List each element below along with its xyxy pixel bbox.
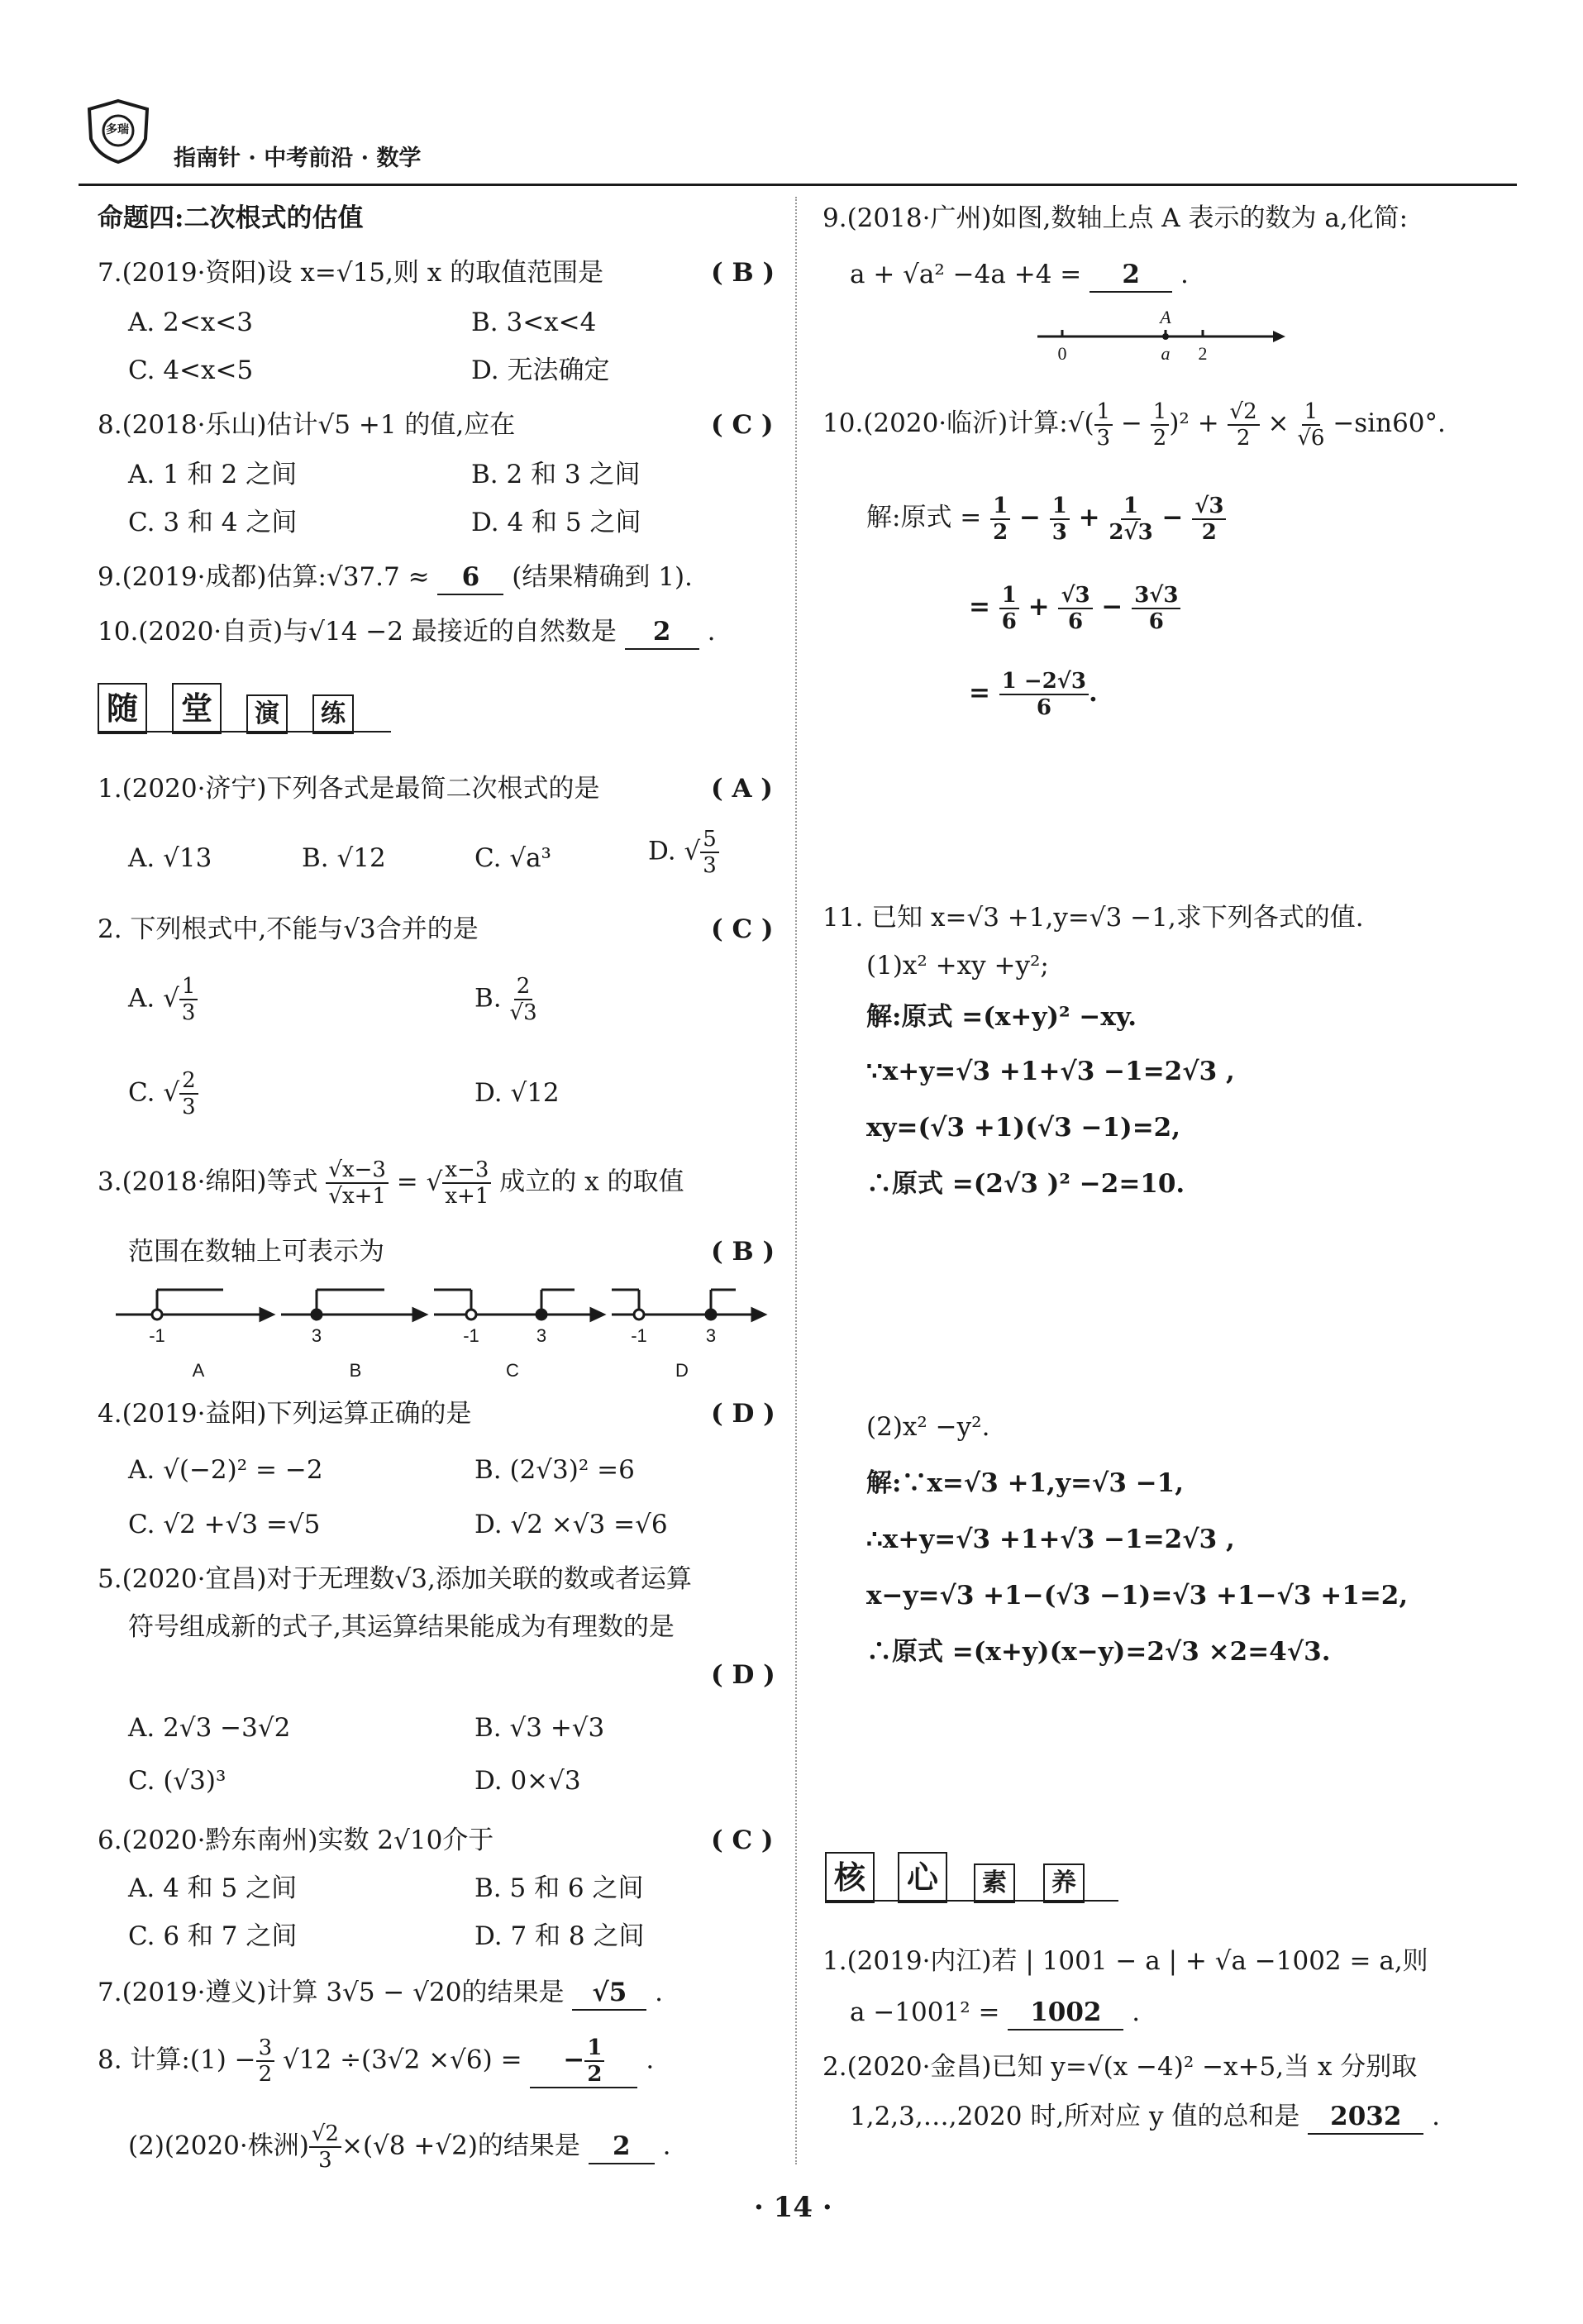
p3-f1-den: √x+1 [328, 1184, 386, 1209]
sol10-f1 [990, 494, 1010, 545]
sol10-line3: = $\frac{1 -2√3}{6}$ . [969, 668, 1098, 720]
core-char-2: 心 [898, 1852, 947, 1903]
axis-label: 2 [1198, 343, 1208, 364]
p5-line1: 5.(2020·宜昌)对于无理数√3,添加关联的数或者运算 [98, 1564, 692, 1594]
p2-a-num: 1 [179, 974, 198, 1000]
p8b-fill: 2 [589, 2130, 655, 2164]
r9-line2 [850, 258, 1189, 293]
q7-answer: ( B ) [711, 258, 775, 288]
p8-line1 [98, 2035, 654, 2088]
p1-option-a: A. √13 [128, 843, 212, 873]
sol10-f1-den: 2 [993, 519, 1008, 545]
tick-label: -1 [463, 1325, 479, 1346]
core-char-4: 养 [1043, 1863, 1085, 1903]
header-rule [79, 184, 1517, 186]
axis-label: a [1161, 343, 1171, 364]
p5-option-d: D. 0×√3 [474, 1766, 581, 1796]
sol10-g2-den: 6 [1067, 608, 1084, 634]
c1-line2 [850, 1996, 1140, 2031]
q11-text: 11. 已知 x=√3 +1,y=√3 −1,求下列各式的值. [822, 903, 1364, 933]
q7-option-b: B. 3<x<4 [471, 308, 597, 337]
q10-text [98, 615, 715, 650]
p2-c-num: 2 [179, 1068, 198, 1095]
sol10-h1-den: 6 [1036, 694, 1051, 720]
q11-s2: ∵x+y=√3 +1+√3 −1=2√3 , [866, 1057, 1235, 1086]
sol10-g2-num: √3 [1058, 583, 1092, 609]
core-char-1: 核 [825, 1852, 875, 1903]
r10-f3-num: √2 [1228, 399, 1260, 426]
p8-fraction [256, 2035, 275, 2087]
p4-answer: ( D ) [711, 1399, 775, 1429]
q8-option-a: A. 1 和 2 之间 [128, 460, 298, 489]
p4-option-c: C. √2 +√3 =√5 [128, 1510, 321, 1539]
q11-s4: ∴原式 =(2√3 )² −2=10. [866, 1169, 1185, 1199]
practice-char-2: 堂 [172, 683, 222, 734]
sol10-f1-num: 1 [990, 494, 1010, 520]
option-label: C [506, 1360, 519, 1381]
p3-eq: = [396, 1167, 418, 1197]
r9-fill: 2 [1090, 258, 1172, 293]
r9-line1: 9.(2018·广州)如图,数轴上点 A 表示的数为 a,化简: [822, 203, 1409, 233]
p8b-f-num: √2 [309, 2121, 341, 2148]
c2-stem: 1,2,3,…,2020 时,所对应 y 值的总和是 [850, 2102, 1300, 2131]
q8-answer: ( C ) [711, 410, 774, 440]
axis-d-point1 [634, 1310, 644, 1319]
r9-number-line [1033, 302, 1290, 364]
practice-char-3: 演 [246, 694, 288, 734]
p2-option-b [474, 974, 537, 1025]
r10-f2-den: 2 [1152, 425, 1167, 451]
p8-lead: 8. 计算:(1) − [98, 2045, 256, 2075]
tick-label: 3 [536, 1325, 547, 1346]
logo-text: 多瑞 [106, 123, 129, 136]
p3-lead: 3.(2018·绵阳)等式 [98, 1167, 318, 1197]
q7-text: 7.(2019·资阳)设 x=√15,则 x 的取值范围是 [98, 258, 604, 288]
q8-text: 8.(2018·乐山)估计√5 +1 的值,应在 [98, 410, 516, 440]
p7-tail: . [655, 1978, 664, 2007]
q7-option-d: D. 无法确定 [471, 356, 610, 385]
sol10-g3-num: 3√3 [1132, 583, 1180, 609]
q11-s3: xy=(√3 +1)(√3 −1)=2, [866, 1113, 1181, 1143]
c2-fill: 2032 [1308, 2100, 1423, 2135]
axis-a-point [152, 1310, 162, 1319]
p2-a-den: 3 [181, 1000, 196, 1025]
p8b-f-den: 3 [318, 2148, 332, 2173]
q11-t2: ∴x+y=√3 +1+√3 −1=2√3 , [866, 1525, 1235, 1554]
p8-mid: √12 ÷(3√2 ×√6) = [283, 2045, 522, 2075]
q11-t4: ∴原式 =(x+y)(x−y)=2√3 ×2=4√3. [866, 1637, 1331, 1667]
p8-ans-den: 2 [587, 2062, 603, 2087]
p8b-mid: ×(√8 +√2)的结果是 [341, 2131, 580, 2161]
p5-option-c: C. (√3)³ [128, 1766, 226, 1796]
c1-tail: . [1132, 1997, 1141, 2027]
q11-part1: (1)x² +xy +y²; [866, 951, 1049, 981]
p3-f2-den: x+1 [445, 1184, 489, 1209]
p3-f1-num: √x−3 [326, 1157, 389, 1184]
sol10-f4 [1192, 494, 1226, 545]
p2-a-fraction [179, 974, 198, 1025]
tick-label: -1 [631, 1325, 647, 1346]
r10-line: 10.(2020·临沂)计算:√( $\frac{1}{3}$ − $\frac{1}{2}$ )² + $\frac{√2}{2}$ × $\frac{1}{√6}$ −sin60°. [822, 398, 1446, 451]
p6-text: 6.(2020·黔东南州)实数 2√10介于 [98, 1825, 494, 1855]
p1-text: 1.(2020·济宁)下列各式是最简二次根式的是 [98, 774, 600, 804]
r9-stem: a + √a² −4a +4 = [850, 260, 1082, 289]
core-banner-rule [825, 1900, 1118, 1902]
sol10-g3-den: 6 [1148, 608, 1164, 634]
r9-tail: . [1180, 260, 1189, 289]
point-label: A [1160, 307, 1171, 327]
r10-frac-3 [1228, 399, 1260, 451]
c2-line2 [850, 2100, 1440, 2135]
q9-tail: (结果精确到 1). [512, 562, 693, 592]
p8-ans-num: 1 [584, 2035, 604, 2062]
p2-b-label: B. [474, 983, 502, 1014]
p4-text: 4.(2019·益阳)下列运算正确的是 [98, 1399, 472, 1429]
q9-text [98, 561, 693, 595]
sol10-f2-den: 3 [1051, 519, 1067, 545]
sol10-f3-num: 1 [1121, 494, 1141, 520]
p5-option-b: B. √3 +√3 [474, 1713, 605, 1743]
p3-line1: 3.(2018·绵阳)等式 $\frac{√x-3}{√x+1}$ = √ $\frac{x-3}{x+1}$ 成立的 x 的取值 [98, 1157, 684, 1209]
p8-ans-fraction [584, 2035, 604, 2087]
q7-option-c: C. 4<x<5 [128, 356, 254, 385]
p4-option-d: D. √2 ×√3 =√6 [474, 1510, 668, 1539]
p8-f-num: 3 [256, 2035, 275, 2062]
c1-stem: a −1001² = [850, 1997, 1000, 2027]
p8b-tail: . [662, 2131, 671, 2161]
p2-b-fraction [510, 974, 537, 1025]
sol10-g2 [1058, 583, 1092, 634]
p1-option-d: D. √ $\frac{5}{3}$ [648, 827, 719, 878]
p5-line2: 符号组成新的式子,其运算结果能成为有理数的是 [128, 1612, 675, 1642]
sol10-lead: 解:原式 = [866, 503, 982, 532]
p3-f2-num: x−3 [442, 1157, 491, 1184]
axis-b-point [312, 1310, 322, 1319]
p3-fraction-1 [326, 1157, 389, 1209]
sol10-g3 [1132, 583, 1180, 634]
p6-option-a: A. 4 和 5 之间 [128, 1873, 298, 1903]
option-label: B [349, 1360, 362, 1381]
sol10-g1 [999, 583, 1019, 634]
tick-label: 3 [311, 1325, 322, 1346]
point-a [1162, 333, 1169, 340]
sol10-g1-num: 1 [999, 583, 1019, 609]
p8-line2 [128, 2121, 671, 2173]
p1-d-label: D. [648, 836, 676, 866]
p2-text: 2. 下列根式中,不能与√3合并的是 [98, 914, 479, 944]
r10-lead: 10.(2020·临沂)计算: [822, 408, 1068, 438]
option-label: A [192, 1360, 205, 1381]
q9-fill: 6 [437, 561, 503, 595]
sol10-f4-den: 2 [1201, 519, 1217, 545]
tick-label: -1 [149, 1325, 165, 1346]
sol10-f2-num: 1 [1050, 494, 1070, 520]
p8-ans-sign: − [563, 2045, 585, 2075]
r10-f2-num: 1 [1151, 399, 1170, 426]
r10-f1-den: 3 [1096, 425, 1111, 451]
c2-tail: . [1432, 2102, 1440, 2131]
p3-tail: 成立的 x 的取值 [499, 1167, 684, 1197]
core-char-3: 素 [974, 1863, 1015, 1903]
q10-fill: 2 [625, 615, 699, 650]
r10-f3-den: 2 [1236, 425, 1251, 451]
r10-tail: −sin60°. [1333, 408, 1446, 438]
sol10-h1-num: 1 −2√3 [999, 669, 1089, 695]
r10-frac-2 [1151, 399, 1170, 451]
c2-line1: 2.(2020·金昌)已知 y=√(x −4)² −x+5,当 x 分别取 [822, 2052, 1418, 2082]
p6-option-b: B. 5 和 6 之间 [474, 1873, 644, 1903]
axis-d-point2 [706, 1310, 716, 1319]
tick-label: 3 [705, 1325, 717, 1346]
p1-d-fraction [700, 827, 719, 878]
p6-answer: ( C ) [711, 1825, 774, 1855]
p1-option-b: B. √12 [302, 843, 386, 873]
p7-line [98, 1976, 663, 2011]
r10-frac-1 [1094, 399, 1113, 451]
p2-b-num: 2 [514, 974, 533, 1000]
p5-option-a: A. 2√3 −3√2 [128, 1713, 291, 1743]
p2-c-den: 3 [182, 1095, 196, 1119]
q11-s1: 解:原式 =(x+y)² −xy. [866, 1002, 1137, 1032]
axis-label: 0 [1057, 343, 1067, 364]
q8-option-b: B. 2 和 3 之间 [471, 460, 641, 489]
practice-char-4: 练 [312, 694, 354, 734]
q10-tail: . [707, 617, 716, 647]
r10-f1-num: 1 [1094, 399, 1113, 426]
sol10-h1 [999, 669, 1089, 720]
p2-c-label: C. [128, 1077, 155, 1108]
p1-answer: ( A ) [711, 774, 773, 804]
p3-answer: ( B ) [711, 1237, 775, 1267]
p3-number-lines [107, 1277, 769, 1385]
q8-option-d: D. 4 和 5 之间 [471, 508, 641, 537]
axis-c-point2 [536, 1310, 546, 1319]
q11-part2: (2)x² −y². [866, 1412, 990, 1442]
p8-answer-blank [530, 2035, 637, 2088]
sol10-line2: = $\frac{1}{6}$ + $\frac{√3}{6}$ − $\frac{3√3}{6}$ [969, 582, 1180, 634]
practice-char-1: 随 [98, 683, 147, 734]
p3-fraction-2 [442, 1157, 491, 1209]
p3-line2: 范围在数轴上可表示为 [128, 1237, 384, 1267]
c1-line1: 1.(2019·内江)若 | 1001 − a | + √a −1002 = a,则 [822, 1946, 1428, 1976]
p8-f-den: 2 [258, 2062, 273, 2087]
p6-option-d: D. 7 和 8 之间 [474, 1921, 645, 1951]
q9-stem: 9.(2019·成都)估算:√37.7 ≈ [98, 562, 430, 592]
q8-option-c: C. 3 和 4 之间 [128, 508, 298, 537]
p2-option-a: A. √ $\frac{1}{3}$ [128, 974, 198, 1025]
q7-option-a: A. 2<x<3 [128, 308, 253, 337]
p2-c-fraction [179, 1068, 198, 1119]
q10-stem: 10.(2020·自贡)与√14 −2 最接近的自然数是 [98, 617, 617, 647]
q11-t1: 解:∵x=√3 +1,y=√3 −1, [866, 1468, 1185, 1498]
p7-fill: √5 [572, 1976, 646, 2011]
p2-a-label: A. [128, 983, 155, 1014]
p8-tail: . [646, 2045, 655, 2075]
sol10-line1: 解:原式 = $\frac{1}{2}$ − $\frac{1}{3}$ + $\frac{1}{2√3}$ − $\frac{√3}{2}$ [866, 493, 1226, 545]
p2-b-den: √3 [509, 1000, 537, 1025]
p8b-lead: (2)(2020·株洲) [128, 2131, 309, 2161]
p1-d-num: 5 [700, 827, 719, 853]
practice-banner-rule [98, 731, 391, 733]
section-title: 命题四:二次根式的估值 [98, 203, 364, 233]
p4-option-a: A. √(−2)² = −2 [128, 1455, 323, 1485]
p7-stem: 7.(2019·遵义)计算 3√5 − √20的结果是 [98, 1978, 565, 2007]
p4-option-b: B. (2√3)² =6 [474, 1455, 635, 1485]
p8b-fraction [309, 2121, 341, 2173]
p2-option-c: C. √ $\frac{2}{3}$ [128, 1068, 198, 1119]
page-number: · 14 · [754, 2191, 832, 2224]
r10-f4-den: √6 [1297, 425, 1325, 451]
p6-option-c: C. 6 和 7 之间 [128, 1921, 298, 1951]
logo-icon [81, 98, 155, 164]
axis-c-point1 [466, 1310, 476, 1319]
p1-option-c: C. √a³ [474, 843, 551, 873]
column-divider [795, 197, 797, 2164]
r10-frac-4 [1297, 399, 1324, 451]
p1-d-den: 3 [703, 853, 717, 878]
p2-answer: ( C ) [711, 914, 774, 944]
sol10-g1-den: 6 [1001, 608, 1017, 634]
r10-f4-num: 1 [1302, 399, 1321, 426]
option-label: D [675, 1360, 689, 1381]
sol10-f3 [1109, 494, 1152, 545]
c1-fill: 1002 [1008, 1996, 1123, 2031]
sol10-f3-den: 2√3 [1109, 519, 1153, 545]
p2-option-d: D. √12 [474, 1078, 560, 1108]
header-title: 指南针 · 中考前沿 · 数学 [174, 146, 422, 171]
p5-answer: ( D ) [711, 1660, 775, 1690]
sol10-f2 [1050, 494, 1070, 545]
q11-t3: x−y=√3 +1−(√3 −1)=√3 +1−√3 +1=2, [866, 1581, 1409, 1611]
sol10-f4-num: √3 [1192, 494, 1226, 520]
